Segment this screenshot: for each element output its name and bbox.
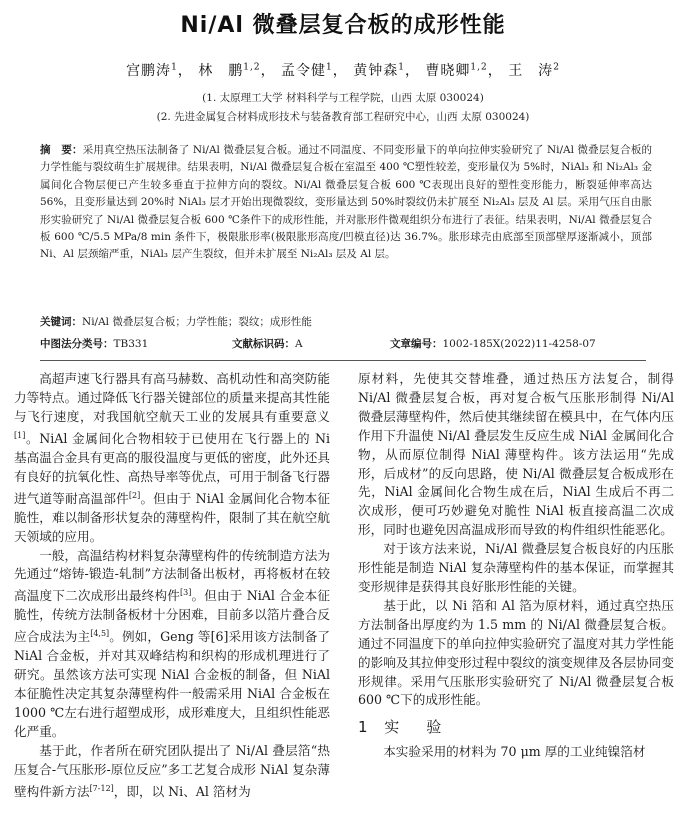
clc-number (40, 336, 148, 351)
article-number (390, 336, 596, 351)
citation: [4,5] (90, 629, 110, 639)
paragraph-text: 基于此，作者所在研究团队提出了 Ni/Al 叠层箔“热压复合-气压胀形-原位反应”多工艺复合成形 NiAl 复杂薄壁构件新方法 (14, 742, 330, 799)
paragraph-text: 。但由于 NiAl 金属间化合物本征脆性，难以制备形状复杂的薄壁构件，限制了其在航空航天领域的应用。 (14, 490, 331, 544)
article-label: 文章编号： (390, 338, 443, 350)
clc-value: TB331 (113, 338, 149, 350)
paragraph (14, 742, 330, 802)
author-name: 黄钟森 (353, 63, 399, 79)
author-affil-sup: 2 (553, 62, 560, 73)
divider (40, 360, 646, 361)
paragraph: 本实验采用的材料为 70 μm 厚的工业纯镍箔材 (383, 744, 646, 760)
author-affil-sup: 1,2 (243, 62, 261, 73)
abstract (40, 142, 652, 264)
author-affil-sup: 1 (171, 62, 178, 73)
section-heading: 1 实 验 (358, 718, 448, 737)
abstract-label: 摘 要： (40, 144, 83, 156)
paragraph: 原材料，先使其交替堆叠，通过热压方法复合，制得 Ni/Al 微叠层复合板，再对复合板气压胀形制得 Ni/Al 微叠层薄壁构件，然后使其继续留在模具中，在气体内压作用下升温使 Ni/Al 叠层发生反应生成 NiAl 金属间化合物，从而原位制得 NiAl 薄壁构件。该方法运用“先成形，后成材”的反向思路，使 Ni/Al 微叠层复合板成形在先，NiAl 金属间化合物生成在后，NiAl 生成后不再二次成形，便可巧妙避免对脆性 NiAl 板直接高温二次成形，同时也避免因高温成形而导致的构件组织性能恶化。 (358, 371, 674, 538)
author-separator: ， (332, 63, 348, 79)
author-affil-sup: 1,2 (470, 62, 488, 73)
paragraph-text: 。但由于 NiAl 合金本征脆性，传统方法制备板材十分困难，目前多以箔片叠合反应合成法为主 (14, 588, 330, 645)
paragraph (14, 370, 330, 547)
paragraph (14, 547, 330, 742)
doc-value: A (295, 338, 303, 350)
author-name: 孟令健 (281, 63, 327, 79)
author-name: 宫鹏涛 (126, 63, 172, 79)
affiliation-2: (2. 先进金属复合材料成形技术与装备教育部工程研究中心，山西 太原 030024) (156, 111, 530, 123)
author-name: 曹晓卿 (425, 63, 471, 79)
affiliation-1: (1. 太原理工大学 材料科学与工程学院，山西 太原 030024) (202, 92, 484, 104)
keywords (40, 314, 312, 329)
keywords-label: 关键词： (40, 316, 82, 328)
document-code (232, 336, 303, 351)
citation: [7-12] (89, 783, 114, 793)
paragraph-text: 一般，高温结构材料复杂薄壁构件的传统制造方法为先通过“熔铸-锻造-轧制”方法制备出板材，再将板材在较高温度下二次成形出最终构件 (14, 547, 330, 604)
author-name: 林 鹏 (198, 63, 244, 79)
paragraph-text: ，即，以 Ni、Al 箔材为 (113, 783, 251, 799)
paragraph: 基于此，以 Ni 箔和 Al 箔为原材料，通过真空热压方法制备出厚度约为 1.5 mm 的 Ni/Al 微叠层复合板。通过不同温度下的单向拉伸实验研究了温度对其力学性能的影响及其拉伸变形过程中裂纹的演变规律及各层协同变形规律。采用气压胀形实验研究了 Ni/Al 微叠层复合板 600 ℃下的成形性能。 (358, 597, 674, 708)
doc-label: 文献标识码： (232, 338, 295, 350)
author-list (0, 60, 686, 80)
author-separator: ， (487, 63, 503, 79)
author-separator: ， (404, 63, 420, 79)
paragraph-text: 高超声速飞行器具有高马赫数、高机动性和高突防能力等特点。通过降低飞行器关键部位的质量来提高其性能与飞行速度，对我国航空航天工业的发展具有重要意义 (14, 371, 330, 424)
keywords-text: Ni/Al 微叠层复合板；力学性能；裂纹；成形性能 (82, 316, 312, 328)
left-column (14, 370, 330, 802)
author-affil-sup: 1 (398, 62, 405, 73)
paper-title: Ni/Al 微叠层复合板的成形性能 (180, 13, 506, 38)
citation: [2] (128, 490, 141, 500)
paragraph: 对于该方法来说，Ni/Al 微叠层复合板良好的内压胀形性能是制造 NiAl 复杂薄壁构件的基本保证，而掌握其变形规律是获得其良好胀形性能的关键。 (358, 541, 674, 594)
author-name: 王 涛 (508, 63, 554, 79)
paragraph-text: 。NiAl 金属间化合物相较于已使用在飞行器上的 Ni 基高温合金具有更高的服役温度与更低的密度，此外还具有良好的抗氧化性、高热导率等优点，可用于制备飞行器进气道等耐高温部件 (14, 430, 330, 506)
citation: [3] (179, 588, 192, 598)
author-separator: ， (177, 63, 193, 79)
article-value: 1002-185X(2022)11-4258-07 (442, 338, 596, 350)
abstract-text: 采用真空热压法制备了 Ni/Al 微叠层复合板。通过不同温度、不同变形量下的单向拉伸实验研究了 Ni/Al 微叠层复合板的力学性能与裂纹萌生扩展规律。结果表明，Ni/Al 微叠层复合板在室温至 400 ℃塑性较差，变形量仅为 5%时，NiAl₃ 和 Ni₂Al₃ 金属间化合物层便已产生较多垂直于拉伸方向的裂纹。Ni/Al 微叠层复合板 600 ℃表现出良好的塑性变形能力，断裂延伸率高达 56%，且变形量达到 20%时 NiAl₃ 层才开始出现微裂纹，变形量达到 50%时裂纹仍未扩展至 Ni₂Al₃ 层及 Al 层。采用气压自由胀形实验研究了 Ni/Al 微叠层复合板 600 ℃条件下的成形性能，并对胀形件微观组织分布进行了表征。结果表明，Ni/Al 微叠层复合板 600 ℃/5.5 MPa/8 min 条件下，极限胀形率(极限胀形高度/凹模直径)达 36.7%。胀形球壳由底部至顶部壁厚逐渐减小，顶部 Ni、Al 层颈缩严重，NiAl₃ 层产生裂纹，但并未扩展至 Ni₂Al₃ 层及 Al 层。 (40, 144, 653, 261)
author-separator: ， (260, 63, 276, 79)
paragraph-text: 。例如，Geng 等[6]采用该方法制备了 NiAl 合金板，并对其双峰结构和织构的形成机理进行了研究。虽然该方法可实现 NiAl 合金板的制备，但 NiAl 本征脆性决定其复杂薄壁构件一般需采用 NiAl 合金板在 1000 ℃左右进行超塑成形，成形难度大，且组织性能恶化严重。 (14, 629, 331, 740)
author-affil-sup: 1 (326, 62, 333, 73)
citation: [1] (14, 430, 26, 440)
clc-label: 中图法分类号： (40, 338, 114, 350)
right-column (358, 370, 674, 762)
